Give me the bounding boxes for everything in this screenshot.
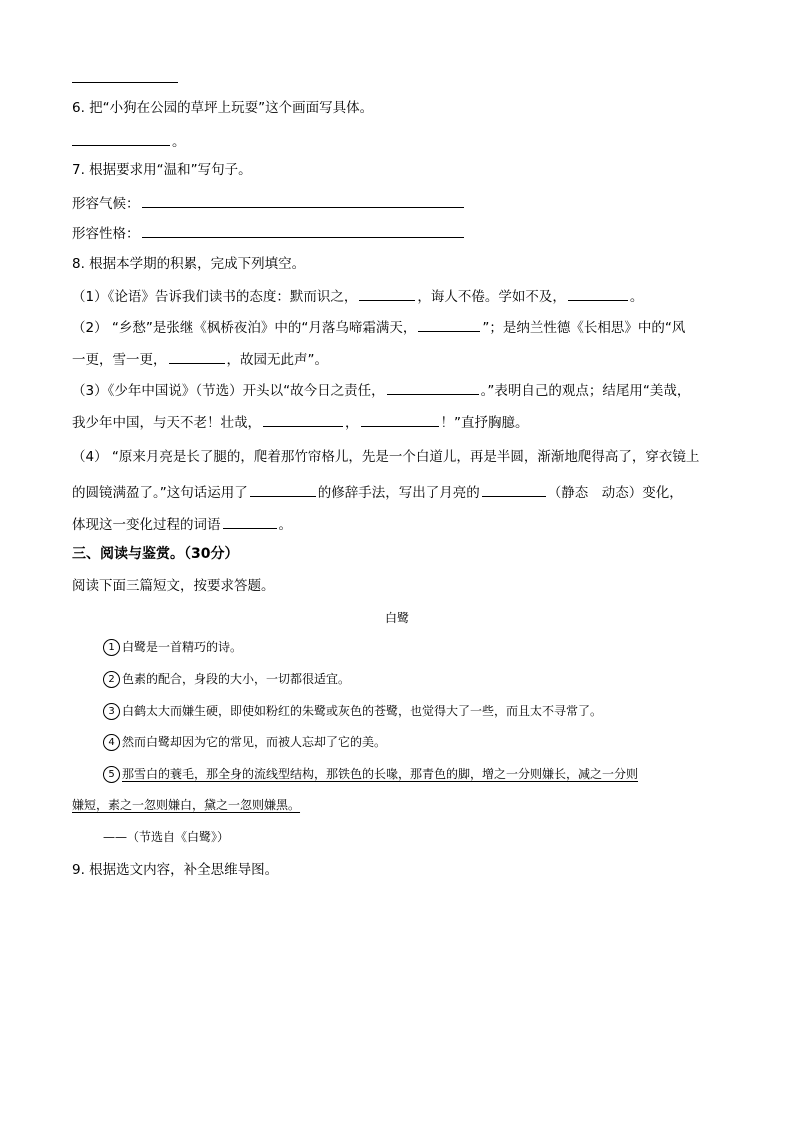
answer-blank[interactable] xyxy=(418,316,480,332)
answer-blank[interactable] xyxy=(359,285,415,301)
answer-blank[interactable] xyxy=(568,285,628,301)
question-7-weather xyxy=(72,192,466,214)
paragraph-number: 2 xyxy=(103,671,120,688)
question-8-item-3-cont: 我少年中国，与天不老！壮哉， ， ！”直抒胸臆。 xyxy=(72,411,529,433)
paragraph-number: 3 xyxy=(103,703,120,720)
passage-title: 白鹭 xyxy=(384,611,409,625)
paragraph-number: 5 xyxy=(103,766,120,783)
answer-line xyxy=(72,82,178,83)
question-8: 8. 根据本学期的积累，完成下列填空。 xyxy=(72,256,306,272)
answer-blank[interactable] xyxy=(361,411,439,427)
answer-blank[interactable] xyxy=(72,130,170,146)
paragraph-number: 4 xyxy=(103,734,120,751)
section-instruction: 阅读下面三篇短文，按要求答题。 xyxy=(72,578,275,594)
weather-blank[interactable] xyxy=(142,192,464,208)
question-8-item-4: （4） “原来月亮是长了腿的，爬着那竹帘格儿，先是一个白道儿，再是半圆，渐渐地爬得高了，穿衣镜上 xyxy=(72,449,700,465)
question-8-item-3: （3）《少年中国说》（节选）开头以“故今日之责任， 。”表明自己的观点；结尾用“美哉， xyxy=(72,379,690,401)
answer-blank[interactable] xyxy=(482,481,546,497)
question-8-item-1: （1）《论语》告诉我们读书的态度：默而识之， ，诲人不倦。学如不及， 。 xyxy=(72,285,643,307)
answer-blank[interactable] xyxy=(223,513,277,529)
question-8-item-4-end: 体现这一变化过程的词语 。 xyxy=(72,513,292,535)
passage-paragraph-1: 1 白鹭是一首精巧的诗。 xyxy=(103,638,242,656)
passage-paragraph-3: 3 白鹤太大而嫌生硬，即使如粉红的朱鹭或灰色的苍鹭，也觉得大了一些，而且太不寻常了。 xyxy=(103,702,602,720)
passage-paragraph-5: 5 那雪白的蓑毛，那全身的流线型结构，那铁色的长喙，那青色的脚，增之一分则嫌长，减之一分则 xyxy=(103,765,638,783)
question-6: 6. 把“小狗在公园的草坪上玩耍”这个画面写具体。 xyxy=(72,100,374,116)
passage-paragraph-5-cont: 嫌短，素之一忽则嫌白，黛之一忽则嫌黑。 xyxy=(72,798,301,812)
section-heading: 三、阅读与鉴赏。（30分） xyxy=(72,546,239,562)
answer-blank[interactable] xyxy=(387,379,479,395)
answer-blank[interactable] xyxy=(263,411,343,427)
passage-paragraph-2: 2 色素的配合，身段的大小，一切都很适宜。 xyxy=(103,670,350,688)
question-7-character xyxy=(72,222,466,244)
passage-source: ——（节选自《白鹭》） xyxy=(103,830,230,844)
weather-label: 形容气候： xyxy=(72,196,140,212)
paragraph-number: 1 xyxy=(103,639,120,656)
answer-blank[interactable] xyxy=(169,348,225,364)
question-9: 9. 根据选文内容，补全思维导图。 xyxy=(72,862,279,878)
question-8-item-2: （2） “乡愁”是张继《枫桥夜泊》中的“月落乌啼霜满天， ”；是纳兰性德《长相思》中的“风 xyxy=(72,316,685,338)
question-7: 7. 根据要求用“温和”写句子。 xyxy=(72,162,252,178)
passage-paragraph-4: 4 然而白鹭却因为它的常见，而被人忘却了它的美。 xyxy=(103,733,386,751)
question-8-item-2-cont: 一更，雪一更， ，故园无此声”。 xyxy=(72,348,328,370)
question-6-answer: 。 xyxy=(72,130,186,152)
question-8-item-4-cont: 的圆镜满盈了。”这句话运用了 的修辞手法，写出了月亮的 （静态 动态）变化， xyxy=(72,481,683,503)
character-label: 形容性格： xyxy=(72,226,140,242)
character-blank[interactable] xyxy=(142,222,464,238)
answer-blank[interactable] xyxy=(250,481,316,497)
